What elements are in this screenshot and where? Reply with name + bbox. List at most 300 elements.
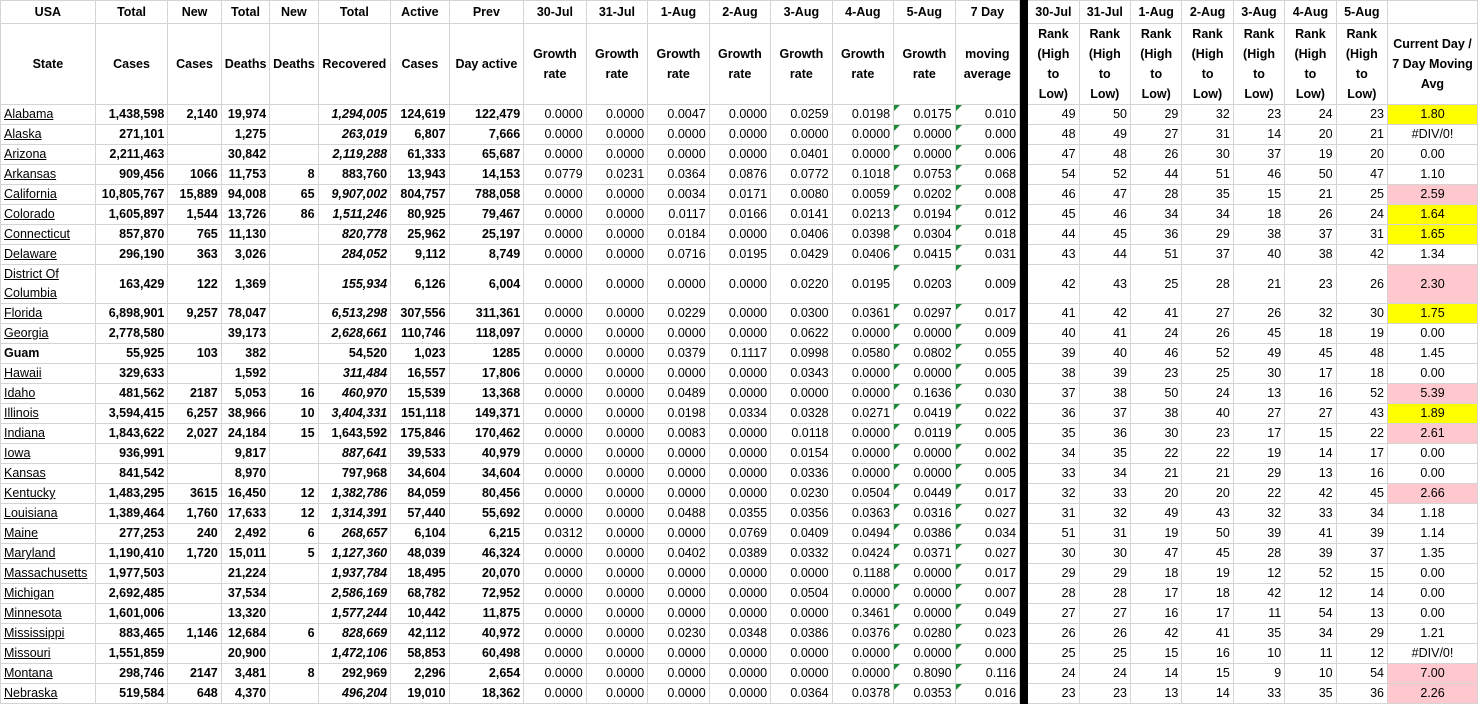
new-deaths-cell[interactable]: 12 <box>270 484 318 504</box>
recovered-cell[interactable]: 1,382,786 <box>318 484 391 504</box>
total-cases-cell[interactable]: 329,633 <box>95 364 168 384</box>
prev-day-active-cell[interactable]: 118,097 <box>449 324 524 344</box>
growth-rate-cell[interactable]: 0.0876 <box>709 165 770 185</box>
rank-cell[interactable]: 36 <box>1130 225 1181 245</box>
rank-cell[interactable]: 48 <box>1336 344 1387 364</box>
recovered-cell[interactable]: 292,969 <box>318 664 391 684</box>
recovered-cell[interactable]: 1,294,005 <box>318 105 391 125</box>
total-deaths-cell[interactable]: 13,726 <box>221 205 269 225</box>
prev-day-active-cell[interactable]: 25,197 <box>449 225 524 245</box>
total-deaths-cell[interactable]: 21,224 <box>221 564 269 584</box>
rank-cell[interactable]: 11 <box>1233 604 1284 624</box>
column-header[interactable]: 2-Aug <box>1182 1 1233 24</box>
rank-cell[interactable]: 10 <box>1285 664 1336 684</box>
moving-average-cell[interactable]: 0.012 <box>955 205 1020 225</box>
rank-cell[interactable]: 38 <box>1233 225 1284 245</box>
rank-cell[interactable]: 27 <box>1285 404 1336 424</box>
rank-cell[interactable]: 29 <box>1182 225 1233 245</box>
state-name-link[interactable]: Nebraska <box>1 684 96 704</box>
growth-rate-cell[interactable]: 0.0000 <box>524 364 587 384</box>
moving-average-cell[interactable]: 0.005 <box>955 424 1020 444</box>
total-deaths-cell[interactable]: 2,492 <box>221 524 269 544</box>
rank-cell[interactable]: 33 <box>1079 484 1130 504</box>
moving-average-cell[interactable]: 0.010 <box>955 105 1020 125</box>
growth-rate-cell[interactable]: 0.0117 <box>648 205 709 225</box>
state-name-link[interactable]: Louisiana <box>1 504 96 524</box>
state-name-link[interactable]: Connecticut <box>1 225 96 245</box>
current-day-ratio-cell[interactable]: 0.00 <box>1388 364 1478 384</box>
rank-cell[interactable]: 13 <box>1233 384 1284 404</box>
recovered-cell[interactable]: 460,970 <box>318 384 391 404</box>
column-header[interactable]: Growth rate <box>709 24 770 105</box>
rank-cell[interactable]: 26 <box>1233 304 1284 324</box>
growth-rate-cell[interactable]: 0.0409 <box>771 524 832 544</box>
rank-cell[interactable]: 13 <box>1285 464 1336 484</box>
new-deaths-cell[interactable]: 8 <box>270 165 318 185</box>
rank-cell[interactable]: 28 <box>1182 265 1233 304</box>
growth-rate-cell[interactable]: 0.1117 <box>709 344 770 364</box>
new-deaths-cell[interactable] <box>270 584 318 604</box>
growth-rate-cell[interactable]: 0.0000 <box>586 464 647 484</box>
recovered-cell[interactable]: 820,778 <box>318 225 391 245</box>
prev-day-active-cell[interactable]: 311,361 <box>449 304 524 324</box>
rank-cell[interactable]: 51 <box>1130 245 1181 265</box>
new-cases-cell[interactable]: 648 <box>168 684 221 704</box>
rank-cell[interactable]: 39 <box>1336 524 1387 544</box>
rank-cell[interactable]: 19 <box>1130 524 1181 544</box>
recovered-cell[interactable]: 1,511,246 <box>318 205 391 225</box>
growth-rate-cell[interactable]: 0.0000 <box>709 125 770 145</box>
moving-average-cell[interactable]: 0.000 <box>955 644 1020 664</box>
growth-rate-cell[interactable]: 0.0230 <box>648 624 709 644</box>
prev-day-active-cell[interactable]: 40,972 <box>449 624 524 644</box>
growth-rate-cell[interactable]: 0.0175 <box>894 105 955 125</box>
total-cases-cell[interactable]: 1,389,464 <box>95 504 168 524</box>
growth-rate-cell[interactable]: 0.0000 <box>524 624 587 644</box>
rank-cell[interactable]: 48 <box>1028 125 1079 145</box>
new-deaths-cell[interactable] <box>270 145 318 165</box>
column-header[interactable]: Growth rate <box>894 24 955 105</box>
total-cases-cell[interactable]: 1,977,503 <box>95 564 168 584</box>
active-cases-cell[interactable]: 15,539 <box>391 384 449 404</box>
active-cases-cell[interactable]: 10,442 <box>391 604 449 624</box>
growth-rate-cell[interactable]: 0.0000 <box>709 304 770 324</box>
rank-cell[interactable]: 13 <box>1130 684 1181 704</box>
growth-rate-cell[interactable]: 0.0402 <box>648 544 709 564</box>
growth-rate-cell[interactable]: 0.0000 <box>586 205 647 225</box>
growth-rate-cell[interactable]: 0.0000 <box>586 404 647 424</box>
growth-rate-cell[interactable]: 0.0376 <box>832 624 893 644</box>
growth-rate-cell[interactable]: 0.0047 <box>648 105 709 125</box>
growth-rate-cell[interactable]: 0.0000 <box>586 225 647 245</box>
growth-rate-cell[interactable]: 0.0203 <box>894 265 955 304</box>
growth-rate-cell[interactable]: 0.0000 <box>586 145 647 165</box>
state-name-link[interactable]: Illinois <box>1 404 96 424</box>
rank-cell[interactable]: 23 <box>1233 105 1284 125</box>
rank-cell[interactable]: 41 <box>1182 624 1233 644</box>
state-name-link[interactable]: Arizona <box>1 145 96 165</box>
growth-rate-cell[interactable]: 0.0415 <box>894 245 955 265</box>
growth-rate-cell[interactable]: 0.0000 <box>648 125 709 145</box>
total-cases-cell[interactable]: 1,601,006 <box>95 604 168 624</box>
rank-cell[interactable]: 28 <box>1130 185 1181 205</box>
growth-rate-cell[interactable]: 0.0504 <box>771 584 832 604</box>
column-header[interactable]: 30-Jul <box>524 1 587 24</box>
rank-cell[interactable]: 39 <box>1028 344 1079 364</box>
active-cases-cell[interactable]: 39,533 <box>391 444 449 464</box>
growth-rate-cell[interactable]: 0.0000 <box>894 564 955 584</box>
growth-rate-cell[interactable]: 0.0000 <box>524 185 587 205</box>
rank-cell[interactable]: 44 <box>1079 245 1130 265</box>
state-name-link[interactable]: Guam <box>1 344 96 364</box>
rank-cell[interactable]: 52 <box>1182 344 1233 364</box>
rank-cell[interactable]: 49 <box>1233 344 1284 364</box>
growth-rate-cell[interactable]: 0.0000 <box>524 424 587 444</box>
new-deaths-cell[interactable]: 6 <box>270 624 318 644</box>
growth-rate-cell[interactable]: 0.0000 <box>648 584 709 604</box>
growth-rate-cell[interactable]: 0.0000 <box>648 444 709 464</box>
growth-rate-cell[interactable]: 0.0000 <box>524 324 587 344</box>
current-day-ratio-cell[interactable]: 2.26 <box>1388 684 1478 704</box>
state-name-link[interactable]: Montana <box>1 664 96 684</box>
rank-cell[interactable]: 24 <box>1028 664 1079 684</box>
rank-cell[interactable]: 22 <box>1336 424 1387 444</box>
growth-rate-cell[interactable]: 0.0361 <box>832 304 893 324</box>
rank-cell[interactable]: 32 <box>1028 484 1079 504</box>
column-header[interactable]: Growth rate <box>524 24 587 105</box>
active-cases-cell[interactable]: 58,853 <box>391 644 449 664</box>
column-header[interactable]: New <box>168 1 221 24</box>
prev-day-active-cell[interactable]: 2,654 <box>449 664 524 684</box>
rank-cell[interactable]: 49 <box>1130 504 1181 524</box>
rank-cell[interactable]: 15 <box>1233 185 1284 205</box>
rank-cell[interactable]: 50 <box>1182 524 1233 544</box>
moving-average-cell[interactable]: 0.006 <box>955 145 1020 165</box>
rank-cell[interactable]: 24 <box>1182 384 1233 404</box>
rank-cell[interactable]: 11 <box>1285 644 1336 664</box>
column-header[interactable]: New <box>270 1 318 24</box>
recovered-cell[interactable]: 1,577,244 <box>318 604 391 624</box>
rank-cell[interactable]: 32 <box>1182 105 1233 125</box>
rank-cell[interactable]: 41 <box>1285 524 1336 544</box>
rank-cell[interactable]: 26 <box>1079 624 1130 644</box>
growth-rate-cell[interactable]: 0.0000 <box>894 125 955 145</box>
growth-rate-cell[interactable]: 0.0000 <box>648 324 709 344</box>
rank-cell[interactable]: 40 <box>1028 324 1079 344</box>
growth-rate-cell[interactable]: 0.0000 <box>648 524 709 544</box>
new-cases-cell[interactable]: 2,140 <box>168 105 221 125</box>
active-cases-cell[interactable]: 48,039 <box>391 544 449 564</box>
growth-rate-cell[interactable]: 0.0779 <box>524 165 587 185</box>
growth-rate-cell[interactable]: 0.0000 <box>586 504 647 524</box>
active-cases-cell[interactable]: 19,010 <box>391 684 449 704</box>
rank-cell[interactable]: 14 <box>1336 584 1387 604</box>
growth-rate-cell[interactable]: 0.3461 <box>832 604 893 624</box>
growth-rate-cell[interactable]: 0.0000 <box>894 145 955 165</box>
rank-cell[interactable]: 40 <box>1079 344 1130 364</box>
rank-cell[interactable]: 31 <box>1079 524 1130 544</box>
recovered-cell[interactable]: 9,907,002 <box>318 185 391 205</box>
total-deaths-cell[interactable]: 13,320 <box>221 604 269 624</box>
rank-cell[interactable]: 42 <box>1130 624 1181 644</box>
column-header[interactable]: Growth rate <box>832 24 893 105</box>
growth-rate-cell[interactable]: 0.0000 <box>586 484 647 504</box>
rank-cell[interactable]: 28 <box>1079 584 1130 604</box>
moving-average-cell[interactable]: 0.030 <box>955 384 1020 404</box>
total-deaths-cell[interactable]: 20,900 <box>221 644 269 664</box>
rank-cell[interactable]: 21 <box>1233 265 1284 304</box>
state-name-link[interactable]: Arkansas <box>1 165 96 185</box>
column-header[interactable]: Rank (High to Low) <box>1182 24 1233 105</box>
total-deaths-cell[interactable]: 4,370 <box>221 684 269 704</box>
prev-day-active-cell[interactable]: 13,368 <box>449 384 524 404</box>
growth-rate-cell[interactable]: 0.0000 <box>832 364 893 384</box>
moving-average-cell[interactable]: 0.016 <box>955 684 1020 704</box>
rank-cell[interactable]: 45 <box>1336 484 1387 504</box>
new-cases-cell[interactable]: 1,146 <box>168 624 221 644</box>
active-cases-cell[interactable]: 80,925 <box>391 205 449 225</box>
column-header[interactable]: State <box>1 24 96 105</box>
growth-rate-cell[interactable]: 0.0000 <box>709 604 770 624</box>
prev-day-active-cell[interactable]: 65,687 <box>449 145 524 165</box>
new-deaths-cell[interactable]: 15 <box>270 424 318 444</box>
prev-day-active-cell[interactable]: 6,004 <box>449 265 524 304</box>
total-cases-cell[interactable]: 936,991 <box>95 444 168 464</box>
growth-rate-cell[interactable]: 0.0000 <box>648 684 709 704</box>
growth-rate-cell[interactable]: 0.0000 <box>586 344 647 364</box>
growth-rate-cell[interactable]: 0.0000 <box>524 504 587 524</box>
rank-cell[interactable]: 48 <box>1079 145 1130 165</box>
total-deaths-cell[interactable]: 5,053 <box>221 384 269 404</box>
new-cases-cell[interactable] <box>168 604 221 624</box>
rank-cell[interactable]: 26 <box>1336 265 1387 304</box>
column-header[interactable] <box>1388 1 1478 24</box>
growth-rate-cell[interactable]: 0.0364 <box>648 165 709 185</box>
column-header[interactable]: Total <box>95 1 168 24</box>
active-cases-cell[interactable]: 42,112 <box>391 624 449 644</box>
rank-cell[interactable]: 18 <box>1233 205 1284 225</box>
new-cases-cell[interactable] <box>168 584 221 604</box>
column-header[interactable]: 3-Aug <box>771 1 832 24</box>
active-cases-cell[interactable]: 124,619 <box>391 105 449 125</box>
rank-cell[interactable]: 42 <box>1079 304 1130 324</box>
rank-cell[interactable]: 45 <box>1285 344 1336 364</box>
growth-rate-cell[interactable]: 0.0000 <box>586 185 647 205</box>
column-header[interactable]: Total <box>318 1 391 24</box>
growth-rate-cell[interactable]: 0.0000 <box>586 444 647 464</box>
total-cases-cell[interactable]: 1,843,622 <box>95 424 168 444</box>
rank-cell[interactable]: 36 <box>1079 424 1130 444</box>
growth-rate-cell[interactable]: 0.0000 <box>648 265 709 304</box>
growth-rate-cell[interactable]: 0.0363 <box>832 504 893 524</box>
column-header[interactable]: Rank (High to Low) <box>1130 24 1181 105</box>
rank-cell[interactable]: 17 <box>1182 604 1233 624</box>
growth-rate-cell[interactable]: 0.0171 <box>709 185 770 205</box>
rank-cell[interactable]: 14 <box>1285 444 1336 464</box>
rank-cell[interactable]: 34 <box>1028 444 1079 464</box>
total-cases-cell[interactable]: 298,746 <box>95 664 168 684</box>
rank-cell[interactable]: 50 <box>1285 165 1336 185</box>
rank-cell[interactable]: 43 <box>1028 245 1079 265</box>
column-header[interactable]: 5-Aug <box>1336 1 1387 24</box>
growth-rate-cell[interactable]: 0.0000 <box>524 684 587 704</box>
rank-cell[interactable]: 20 <box>1285 125 1336 145</box>
growth-rate-cell[interactable]: 0.0000 <box>524 125 587 145</box>
growth-rate-cell[interactable]: 0.0000 <box>709 225 770 245</box>
growth-rate-cell[interactable]: 0.0000 <box>894 604 955 624</box>
growth-rate-cell[interactable]: 0.0000 <box>771 564 832 584</box>
rank-cell[interactable]: 37 <box>1182 245 1233 265</box>
moving-average-cell[interactable]: 0.017 <box>955 564 1020 584</box>
growth-rate-cell[interactable]: 0.0364 <box>771 684 832 704</box>
growth-rate-cell[interactable]: 0.0000 <box>524 484 587 504</box>
total-deaths-cell[interactable]: 11,753 <box>221 165 269 185</box>
rank-cell[interactable]: 15 <box>1336 564 1387 584</box>
rank-cell[interactable]: 39 <box>1233 524 1284 544</box>
column-header[interactable]: 31-Jul <box>1079 1 1130 24</box>
column-header[interactable]: 30-Jul <box>1028 1 1079 24</box>
state-name-link[interactable]: Mississippi <box>1 624 96 644</box>
new-deaths-cell[interactable] <box>270 464 318 484</box>
prev-day-active-cell[interactable]: 20,070 <box>449 564 524 584</box>
state-name-link[interactable]: Hawaii <box>1 364 96 384</box>
growth-rate-cell[interactable]: 0.0406 <box>771 225 832 245</box>
current-day-ratio-cell[interactable]: 0.00 <box>1388 444 1478 464</box>
total-deaths-cell[interactable]: 1,275 <box>221 125 269 145</box>
rank-cell[interactable]: 28 <box>1028 584 1079 604</box>
state-name-link[interactable]: Colorado <box>1 205 96 225</box>
prev-day-active-cell[interactable]: 7,666 <box>449 125 524 145</box>
active-cases-cell[interactable]: 151,118 <box>391 404 449 424</box>
rank-cell[interactable]: 26 <box>1285 205 1336 225</box>
growth-rate-cell[interactable]: 0.0220 <box>771 265 832 304</box>
rank-cell[interactable]: 45 <box>1182 544 1233 564</box>
rank-cell[interactable]: 36 <box>1336 684 1387 704</box>
current-day-ratio-cell[interactable]: 1.14 <box>1388 524 1478 544</box>
growth-rate-cell[interactable]: 0.0334 <box>709 404 770 424</box>
growth-rate-cell[interactable]: 0.0336 <box>771 464 832 484</box>
rank-cell[interactable]: 19 <box>1182 564 1233 584</box>
growth-rate-cell[interactable]: 0.0000 <box>524 464 587 484</box>
growth-rate-cell[interactable]: 0.0000 <box>648 564 709 584</box>
rank-cell[interactable]: 19 <box>1285 145 1336 165</box>
moving-average-cell[interactable]: 0.031 <box>955 245 1020 265</box>
prev-day-active-cell[interactable]: 14,153 <box>449 165 524 185</box>
column-header[interactable]: Prev <box>449 1 524 24</box>
growth-rate-cell[interactable]: 0.0000 <box>709 644 770 664</box>
total-cases-cell[interactable]: 1,551,859 <box>95 644 168 664</box>
prev-day-active-cell[interactable]: 17,806 <box>449 364 524 384</box>
moving-average-cell[interactable]: 0.027 <box>955 504 1020 524</box>
column-header[interactable]: 5-Aug <box>894 1 955 24</box>
rank-cell[interactable]: 51 <box>1182 165 1233 185</box>
rank-cell[interactable]: 21 <box>1285 185 1336 205</box>
growth-rate-cell[interactable]: 0.0198 <box>648 404 709 424</box>
growth-rate-cell[interactable]: 0.0000 <box>524 205 587 225</box>
growth-rate-cell[interactable]: 0.0000 <box>894 644 955 664</box>
growth-rate-cell[interactable]: 0.0000 <box>524 664 587 684</box>
rank-cell[interactable]: 44 <box>1130 165 1181 185</box>
column-header[interactable]: 3-Aug <box>1233 1 1284 24</box>
growth-rate-cell[interactable]: 0.0000 <box>586 105 647 125</box>
rank-cell[interactable]: 46 <box>1233 165 1284 185</box>
total-cases-cell[interactable]: 519,584 <box>95 684 168 704</box>
rank-cell[interactable]: 23 <box>1285 265 1336 304</box>
growth-rate-cell[interactable]: 0.0000 <box>586 245 647 265</box>
rank-cell[interactable]: 27 <box>1182 304 1233 324</box>
current-day-ratio-cell[interactable]: 1.45 <box>1388 344 1478 364</box>
total-deaths-cell[interactable]: 11,130 <box>221 225 269 245</box>
rank-cell[interactable]: 30 <box>1233 364 1284 384</box>
rank-cell[interactable]: 27 <box>1233 404 1284 424</box>
growth-rate-cell[interactable]: 0.0000 <box>524 344 587 364</box>
recovered-cell[interactable]: 2,586,169 <box>318 584 391 604</box>
growth-rate-cell[interactable]: 0.0000 <box>586 524 647 544</box>
active-cases-cell[interactable]: 18,495 <box>391 564 449 584</box>
current-day-ratio-cell[interactable]: 0.00 <box>1388 584 1478 604</box>
total-cases-cell[interactable]: 277,253 <box>95 524 168 544</box>
rank-cell[interactable]: 47 <box>1028 145 1079 165</box>
current-day-ratio-cell[interactable]: 1.18 <box>1388 504 1478 524</box>
growth-rate-cell[interactable]: 0.0000 <box>709 145 770 165</box>
column-header[interactable]: 1-Aug <box>648 1 709 24</box>
rank-cell[interactable]: 30 <box>1336 304 1387 324</box>
growth-rate-cell[interactable]: 0.0000 <box>586 364 647 384</box>
growth-rate-cell[interactable]: 0.0000 <box>709 384 770 404</box>
growth-rate-cell[interactable]: 0.0080 <box>771 185 832 205</box>
column-header[interactable]: Rank (High to Low) <box>1028 24 1079 105</box>
total-cases-cell[interactable]: 1,605,897 <box>95 205 168 225</box>
new-cases-cell[interactable] <box>168 444 221 464</box>
rank-cell[interactable]: 24 <box>1130 324 1181 344</box>
growth-rate-cell[interactable]: 0.0059 <box>832 185 893 205</box>
new-deaths-cell[interactable]: 6 <box>270 524 318 544</box>
prev-day-active-cell[interactable]: 18,362 <box>449 684 524 704</box>
total-cases-cell[interactable]: 481,562 <box>95 384 168 404</box>
growth-rate-cell[interactable]: 0.0316 <box>894 504 955 524</box>
rank-cell[interactable]: 29 <box>1233 464 1284 484</box>
total-cases-cell[interactable]: 883,465 <box>95 624 168 644</box>
rank-cell[interactable]: 41 <box>1028 304 1079 324</box>
moving-average-cell[interactable]: 0.017 <box>955 484 1020 504</box>
growth-rate-cell[interactable]: 0.0000 <box>832 584 893 604</box>
column-header[interactable]: 1-Aug <box>1130 1 1181 24</box>
growth-rate-cell[interactable]: 0.0000 <box>771 664 832 684</box>
growth-rate-cell[interactable]: 0.0424 <box>832 544 893 564</box>
rank-cell[interactable]: 17 <box>1336 444 1387 464</box>
prev-day-active-cell[interactable]: 40,979 <box>449 444 524 464</box>
rank-cell[interactable]: 37 <box>1336 544 1387 564</box>
total-cases-cell[interactable]: 2,778,580 <box>95 324 168 344</box>
total-cases-cell[interactable]: 857,870 <box>95 225 168 245</box>
rank-cell[interactable]: 31 <box>1336 225 1387 245</box>
rank-cell[interactable]: 26 <box>1130 145 1181 165</box>
growth-rate-cell[interactable]: 0.0280 <box>894 624 955 644</box>
column-header[interactable]: Day active <box>449 24 524 105</box>
rank-cell[interactable]: 20 <box>1182 484 1233 504</box>
rank-cell[interactable]: 27 <box>1028 604 1079 624</box>
total-cases-cell[interactable]: 1,438,598 <box>95 105 168 125</box>
rank-cell[interactable]: 42 <box>1285 484 1336 504</box>
recovered-cell[interactable]: 6,513,298 <box>318 304 391 324</box>
column-header[interactable]: Cases <box>168 24 221 105</box>
new-cases-cell[interactable]: 3615 <box>168 484 221 504</box>
rank-cell[interactable]: 46 <box>1130 344 1181 364</box>
state-name-link[interactable]: Minnesota <box>1 604 96 624</box>
current-day-ratio-cell[interactable]: #DIV/0! <box>1388 644 1478 664</box>
rank-cell[interactable]: 52 <box>1285 564 1336 584</box>
rank-cell[interactable]: 22 <box>1130 444 1181 464</box>
